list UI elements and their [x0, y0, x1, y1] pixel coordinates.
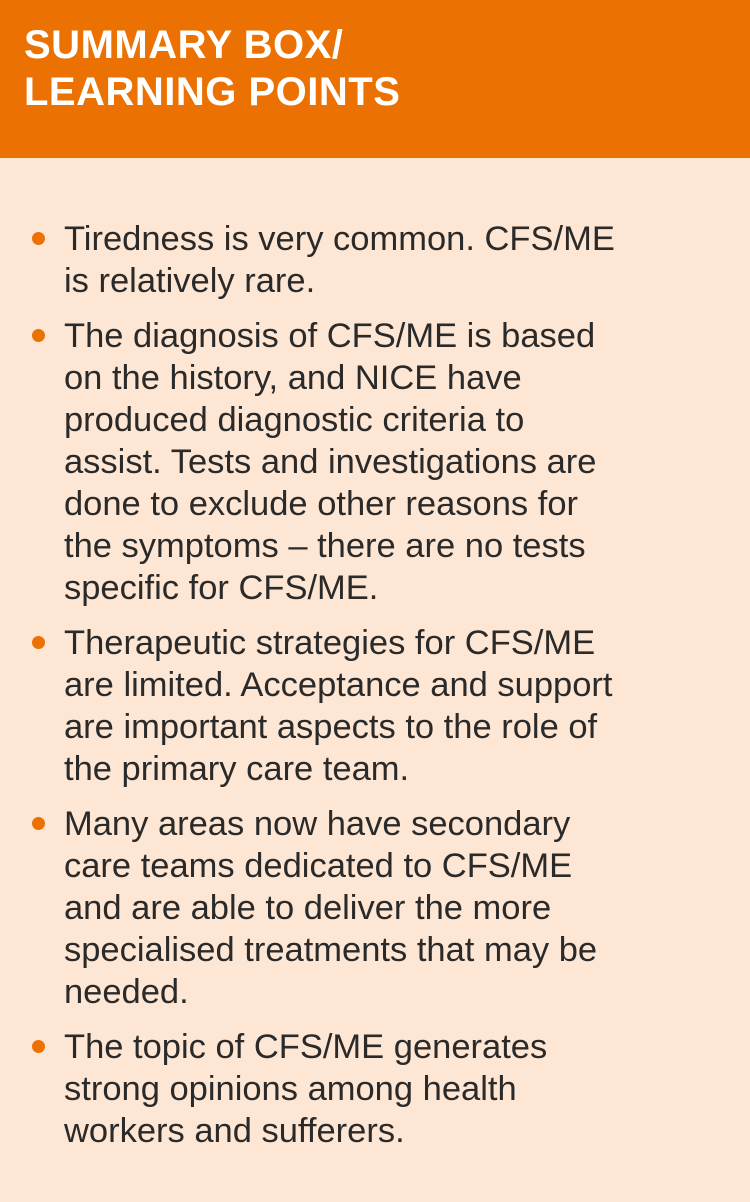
text-line: are important aspects to the role of	[64, 708, 598, 746]
learning-point-2	[28, 315, 722, 609]
bullet-icon	[32, 1040, 45, 1053]
text-line: produced diagnostic criteria to	[64, 401, 525, 439]
text-line: care teams dedicated to CFS/ME	[64, 847, 573, 885]
summary-header	[0, 0, 750, 158]
learning-point-1	[28, 218, 722, 302]
text-line: Tiredness is very common. CFS/ME	[64, 220, 615, 258]
learning-points-section	[0, 158, 750, 1152]
learning-point-text	[64, 803, 722, 1013]
text-line: Therapeutic strategies for CFS/ME	[64, 624, 596, 662]
text-line: needed.	[64, 973, 189, 1011]
text-line: and are able to deliver the more	[64, 889, 552, 927]
text-line: are limited. Acceptance and support	[64, 666, 613, 704]
text-line: The topic of CFS/ME generates	[64, 1028, 548, 1066]
text-line: specialised treatments that may be	[64, 931, 598, 969]
text-line: on the history, and NICE have	[64, 359, 522, 397]
summary-title	[24, 22, 726, 116]
text-line: workers and sufferers.	[64, 1112, 405, 1150]
learning-points-list	[28, 218, 722, 1152]
text-line: is relatively rare.	[64, 262, 316, 300]
summary-title-line-1: SUMMARY BOX/	[24, 23, 344, 67]
text-line: done to exclude other reasons for	[64, 485, 578, 523]
text-line: Many areas now have secondary	[64, 805, 571, 843]
learning-point-text	[64, 218, 722, 302]
learning-point-text	[64, 315, 722, 609]
text-line: The diagnosis of CFS/ME is based	[64, 317, 596, 355]
learning-point-text	[64, 622, 722, 790]
text-line: the symptoms – there are no tests	[64, 527, 586, 565]
bullet-icon	[32, 817, 45, 830]
learning-point-text	[64, 1026, 722, 1152]
learning-point-4	[28, 803, 722, 1013]
text-line: the primary care team.	[64, 750, 410, 788]
learning-point-3	[28, 622, 722, 790]
text-line: assist. Tests and investigations are	[64, 443, 597, 481]
learning-point-5	[28, 1026, 722, 1152]
text-line: specific for CFS/ME.	[64, 569, 379, 607]
text-line: strong opinions among health	[64, 1070, 517, 1108]
bullet-icon	[32, 329, 45, 342]
bullet-icon	[32, 232, 45, 245]
summary-title-line-2: LEARNING POINTS	[24, 70, 401, 114]
bullet-icon	[32, 636, 45, 649]
